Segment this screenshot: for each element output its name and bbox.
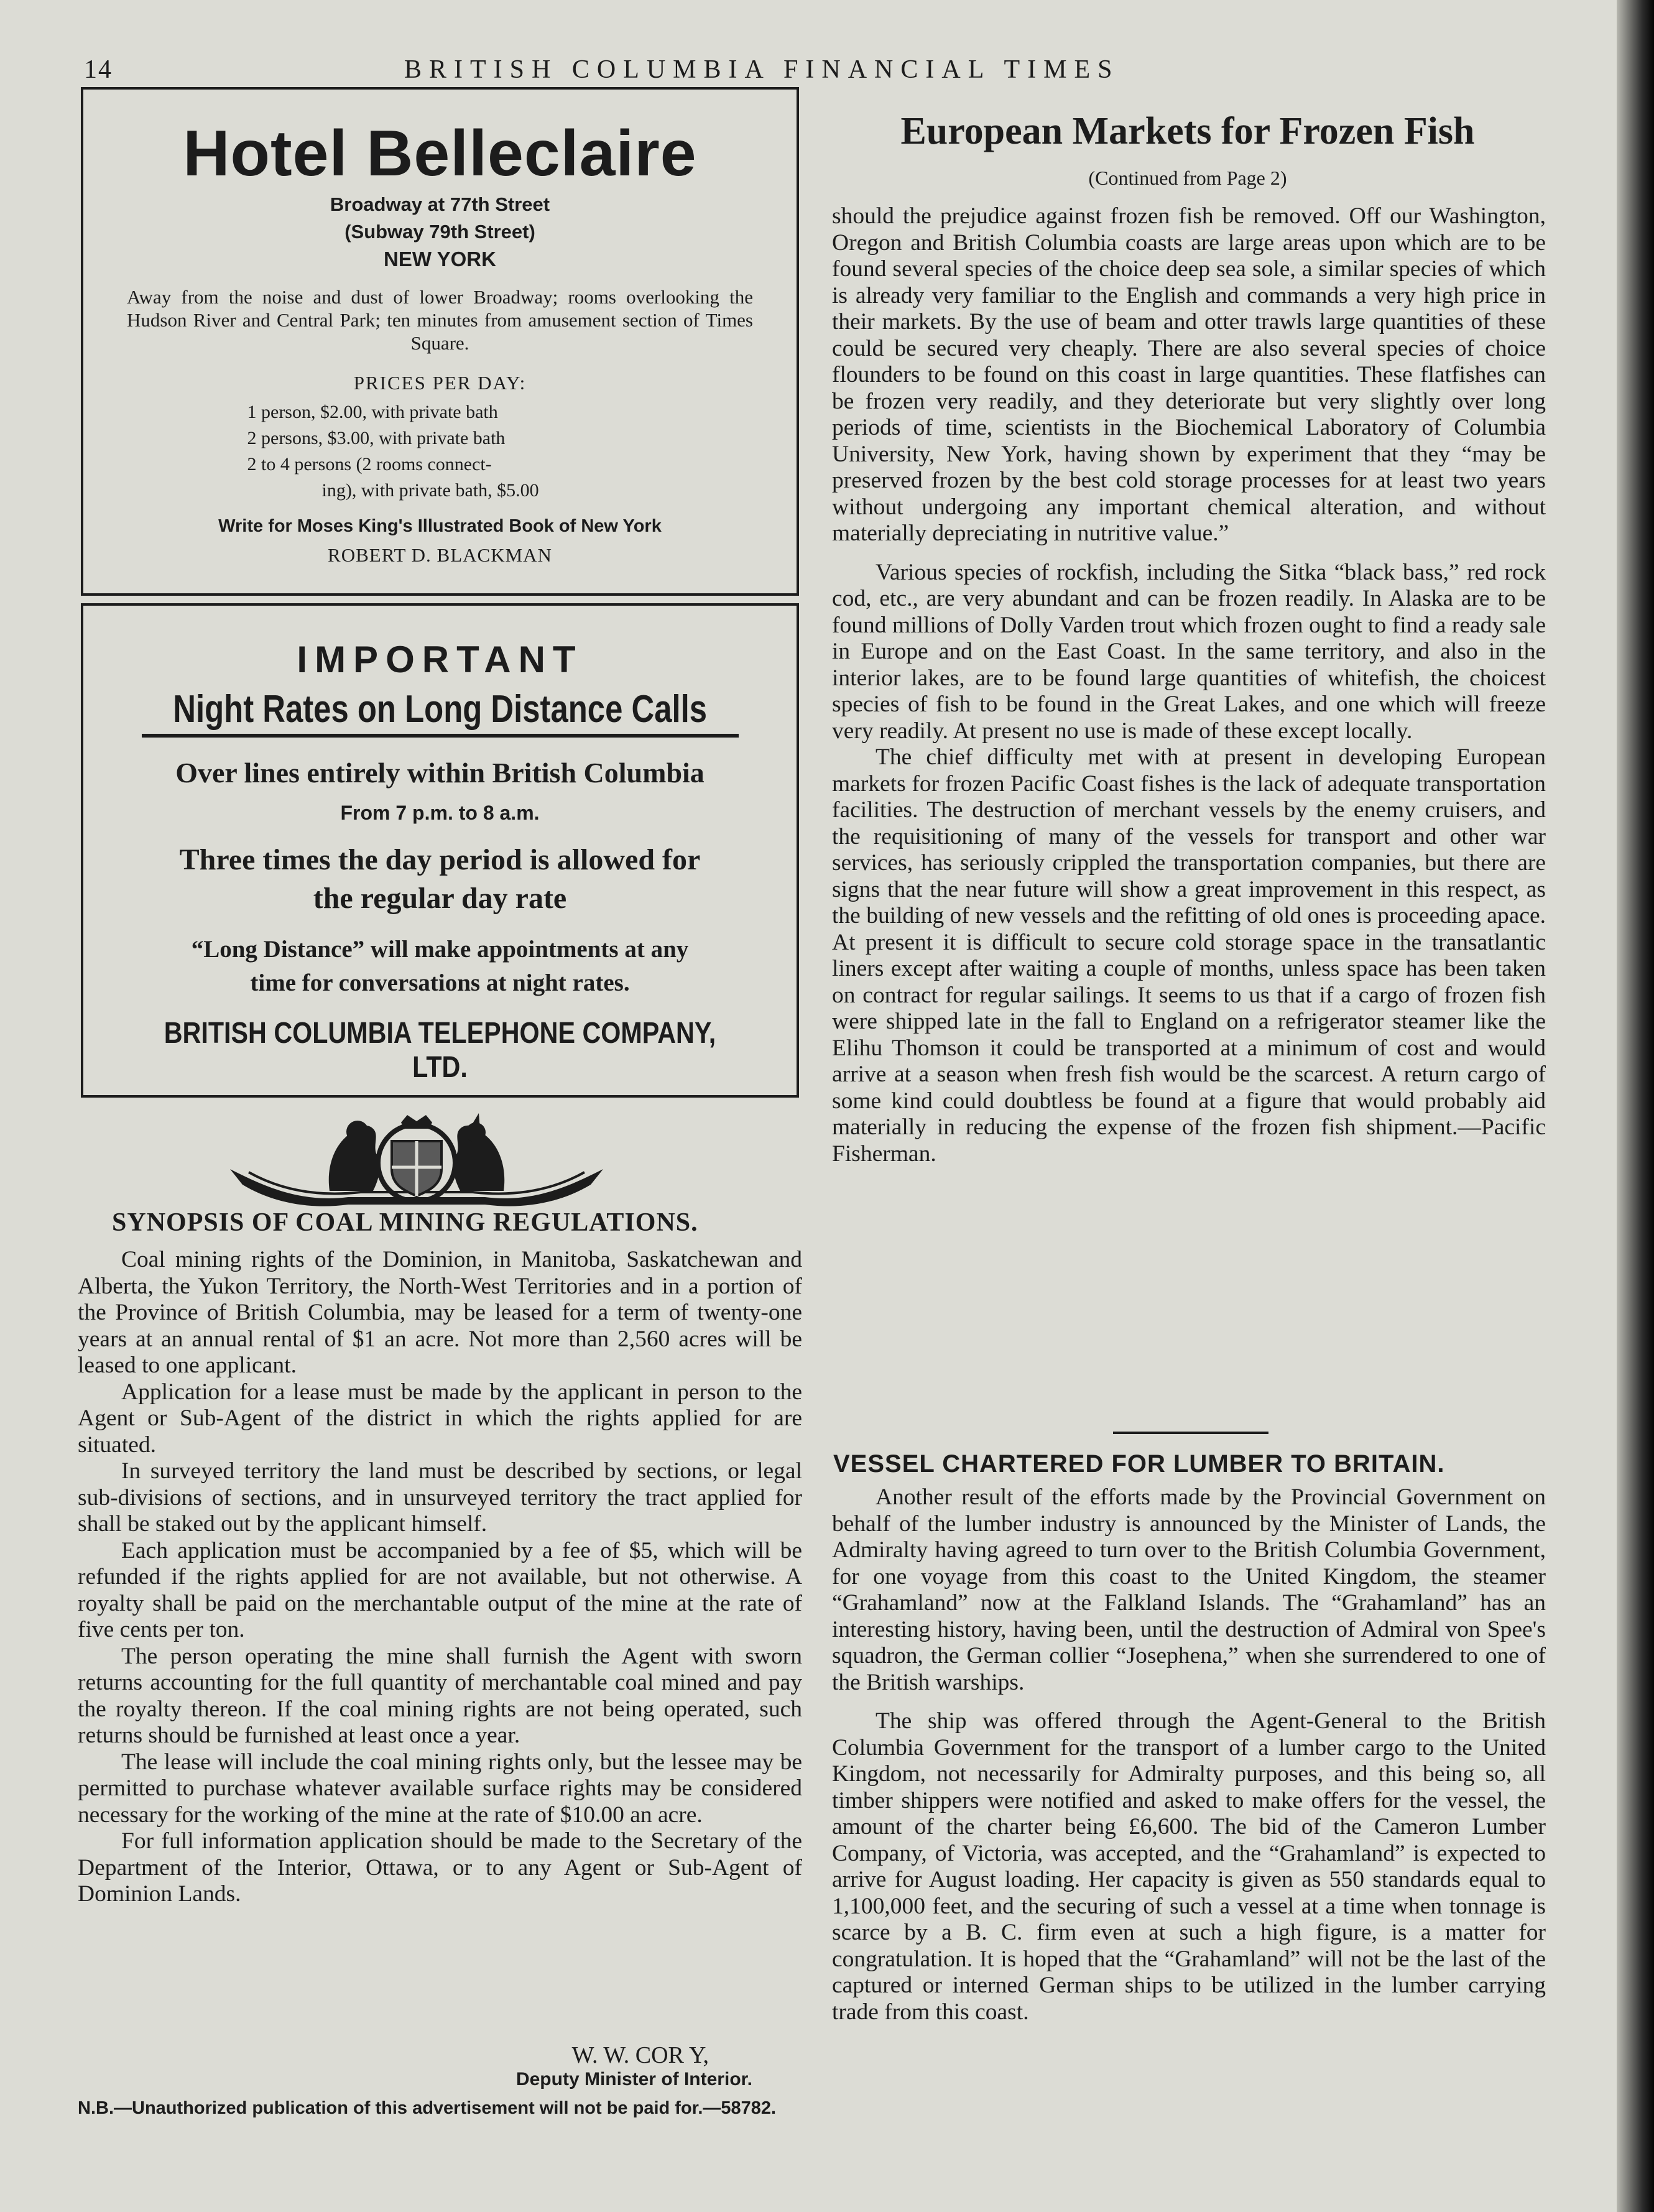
headline-rule <box>142 734 739 738</box>
paragraph: The lease will include the coal mining rights only, but the lessee may be permitted to purchase whatever available surface rights may be considered necessary for the working of the mine at the rate of $10.00 an acre. <box>78 1749 802 1828</box>
article-title: European Markets for Frozen Fish <box>900 110 1475 152</box>
appointment-line-1: “Long Distance” will make appointments at any <box>191 936 689 963</box>
coal-signature-block <box>78 2042 802 2120</box>
telephone-advertisement <box>81 603 799 1098</box>
paragraph: Coal mining rights of the Dominion, in Manitoba, Saskatchewan and Alberta, the Yukon Territory, the North-West Territories and in a portion of the Province of British Columbia, may be leased for a term of twenty-one years at an annual rental of $1 an acre. Not more than 2,560 acres will be leased to one applicant. <box>78 1247 802 1378</box>
price-line: ing), with private bath, $5.00 <box>321 480 539 501</box>
prices-heading: PRICES PER DAY: <box>353 372 527 394</box>
price-list <box>247 399 633 504</box>
page-number: 14 <box>84 55 113 84</box>
paragraph: The chief difficulty met with at present in developing European markets for frozen Pacific Coast fishes is the lack of adequate transportation facilities. The destruction of merchant vessels by the enemy cruisers, and the requisitioning of many of the vessels for transport and other war services, has seriously crippled the transportation companies, but there are signs that the near future will show a great improvement in this respect, as the building of new vessels and the refitting of old ones is proceeding apace. At present it is difficult to secure cold storage space in the transatlantic liners except after waiting a couple of months, unless space has been taken on contract for regular sailings. It seems to us that if a cargo of frozen fish were shipped late in the fall to England on a refrigerator steamer like the Elihu Thomson it could be transported at a minimum of cost and would arrive at a season when fresh fish would be the scarcest. A return cargo of some kind could doubtless be found at a figure that would probably aid materially in reducing the expense of the frozen fish shipment.—Pacific Fisherman. <box>832 744 1546 1167</box>
appointment-line-2: time for conversations at night rates. <box>250 969 630 996</box>
paragraph: should the prejudice against frozen fish be removed. Off our Washington, Oregon and British Columbia coasts are large areas upon which are to be found several species of the choice deep sea sole, a similar species of which is already very familiar to the English and commands a very high price in their markets. By the use of beam and otter trawls large quantities of these could be secured very cheaply. There are also several species of choice flounders to be found on this coast in large quantities. These flatfishes can be frozen very readily, and they deteriorate but very slightly over long periods of time, scientists in the Biochemical Laboratory of Columbia University, New York, having shown by experiment that they “may be preserved frozen by the best cold storage processes for at least two years without undergoing any important chemical alteration, and without materially depreciating in nutritive value.” <box>832 203 1546 546</box>
book-spine <box>1617 0 1654 2212</box>
paragraph: Application for a lease must be made by the applicant in person to the Agent or Sub-Agent of the district in which the rights applied for are situated. <box>78 1379 802 1458</box>
hotel-city: NEW YORK <box>384 248 496 271</box>
coat-of-arms-icon <box>224 1110 609 1210</box>
hotel-address-line-1: Broadway at 77th Street <box>330 193 550 215</box>
night-rates-headline: Night Rates on Long Distance Calls <box>173 688 707 731</box>
hotel-address-line-2: (Subway 79th Street) <box>344 221 535 243</box>
paragraph: For full information application should be made to the Secretary of the Department of the Interior, Ottawa, or to any Agent or Sub-Agent of Dominion Lands. <box>78 1828 802 1907</box>
hotel-name: Hotel Belleclaire <box>183 118 697 190</box>
signature-title: Deputy Minister of Interior. <box>515 2069 752 2089</box>
continued-note: (Continued from Page 2) <box>1088 167 1287 189</box>
price-line: 2 persons, $3.00, with private bath <box>247 428 506 448</box>
rate-line-1: Three times the day period is allowed for <box>179 843 701 876</box>
hotel-blurb: Away from the noise and dust of lower Broadway; rooms overlooking the Hudson River and Central Park; ten minutes from amusement section of Times Square. <box>127 286 753 354</box>
vessel-article-body <box>832 1484 1546 2025</box>
price-line: 2 to 4 persons (2 rooms connect- <box>247 454 492 474</box>
article-divider <box>1113 1432 1268 1434</box>
running-title: BRITISH COLUMBIA FINANCIAL TIMES <box>404 55 1120 84</box>
coverage-line: Over lines entirely within British Columbia <box>175 757 705 789</box>
price-line: 1 person, $2.00, with private bath <box>247 402 498 422</box>
paragraph: The ship was offered through the Agent-General to the British Columbia Government for the transport of a lumber cargo to the United Kingdom, not necessarily for Admiralty purposes, and this being so, all timber shippers were notified and asked to make offers for the vessel, the amount of the charter being £6,600. The bid of the Cameron Lumber Company, of Victoria, was accepted, and the “Grahamland” is expected to arrive for August loading. Her capacity is given as 550 standards equal to 1,100,000 feet, and the securing of such a vessel at a time when tonnage is scarce by a B. C. firm even at such a high figure, is a matter for congratulation. It is hoped that the “Grahamland” will not be the last of the captured or interned German ships to be utilized in the lumber carrying trade from this coast. <box>832 1708 1546 2025</box>
rate-line-2: the regular day rate <box>313 882 567 915</box>
signature-name: W. W. COR Y, <box>571 2042 709 2068</box>
vessel-article-title: VESSEL CHARTERED FOR LUMBER TO BRITAIN. <box>833 1450 1445 1478</box>
hotel-owner: ROBERT D. BLACKMAN <box>328 544 552 566</box>
coal-regulations-title: SYNOPSIS OF COAL MINING REGULATIONS. <box>112 1208 698 1237</box>
hotel-book-offer: Write for Moses King's Illustrated Book of New York <box>218 516 662 536</box>
hours-line: From 7 p.m. to 8 a.m. <box>340 802 540 824</box>
paragraph: In surveyed territory the land must be described by sections, or legal sub-divisions of sections, and in unsurveyed territory the tract applied for shall be staked out by the applicant himself. <box>78 1458 802 1537</box>
paragraph: Another result of the efforts made by the Provincial Government on behalf of the lumber industry is announced by the Minister of Lands, the Admiralty having agreed to turn over to the British Columbia Government, for one voyage from this coast to the United Kingdom, the steamer “Grahamland” now at the Falkland Islands. The “Grahamland” has an interesting history, having been, until the destruction of Admiral von Spee's squadron, the German collier “Josephena,” when she surrendered to one of the British warships. <box>832 1484 1546 1695</box>
rate-line <box>83 841 797 918</box>
paragraph: Various species of rockfish, including the Sitka “black bass,” red rock cod, etc., are very abundant and can be frozen readily. In Alaska are to be found millions of Dolly Varden trout which frozen ought to find a ready sale in Europe and on the East Coast. In the same territory, and also in the interior lakes, are to be found large quantities of whitefish, the choicest species of fish to be found in the Great Lakes, and one which will freeze very readily. At present no use is made of these except locally. <box>832 559 1546 744</box>
frozen-fish-body <box>832 203 1546 1167</box>
appointment-line <box>83 933 797 1000</box>
important-heading: IMPORTANT <box>297 639 583 680</box>
telephone-company-name: BRITISH COLUMBIA TELEPHONE COMPANY, LTD. <box>164 1017 716 1084</box>
hotel-advertisement <box>81 87 799 596</box>
paragraph: The person operating the mine shall furnish the Agent with sworn returns accounting for the full quantity of merchantable coal mined and pay the royalty thereon. If the coal mining rights are not being operated, such returns should be furnished at least once a year. <box>78 1643 802 1748</box>
paragraph: Each application must be accompanied by a fee of $5, which will be refunded if the rights applied for are not available, but not otherwise. A royalty shall be paid on the merchantable output of the mine at the rate of five cents per ton. <box>78 1537 802 1642</box>
coal-regulations-body <box>78 1247 802 1908</box>
publication-note: N.B.—Unauthorized publication of this advertisement will not be paid for.—58782. <box>78 2098 777 2118</box>
